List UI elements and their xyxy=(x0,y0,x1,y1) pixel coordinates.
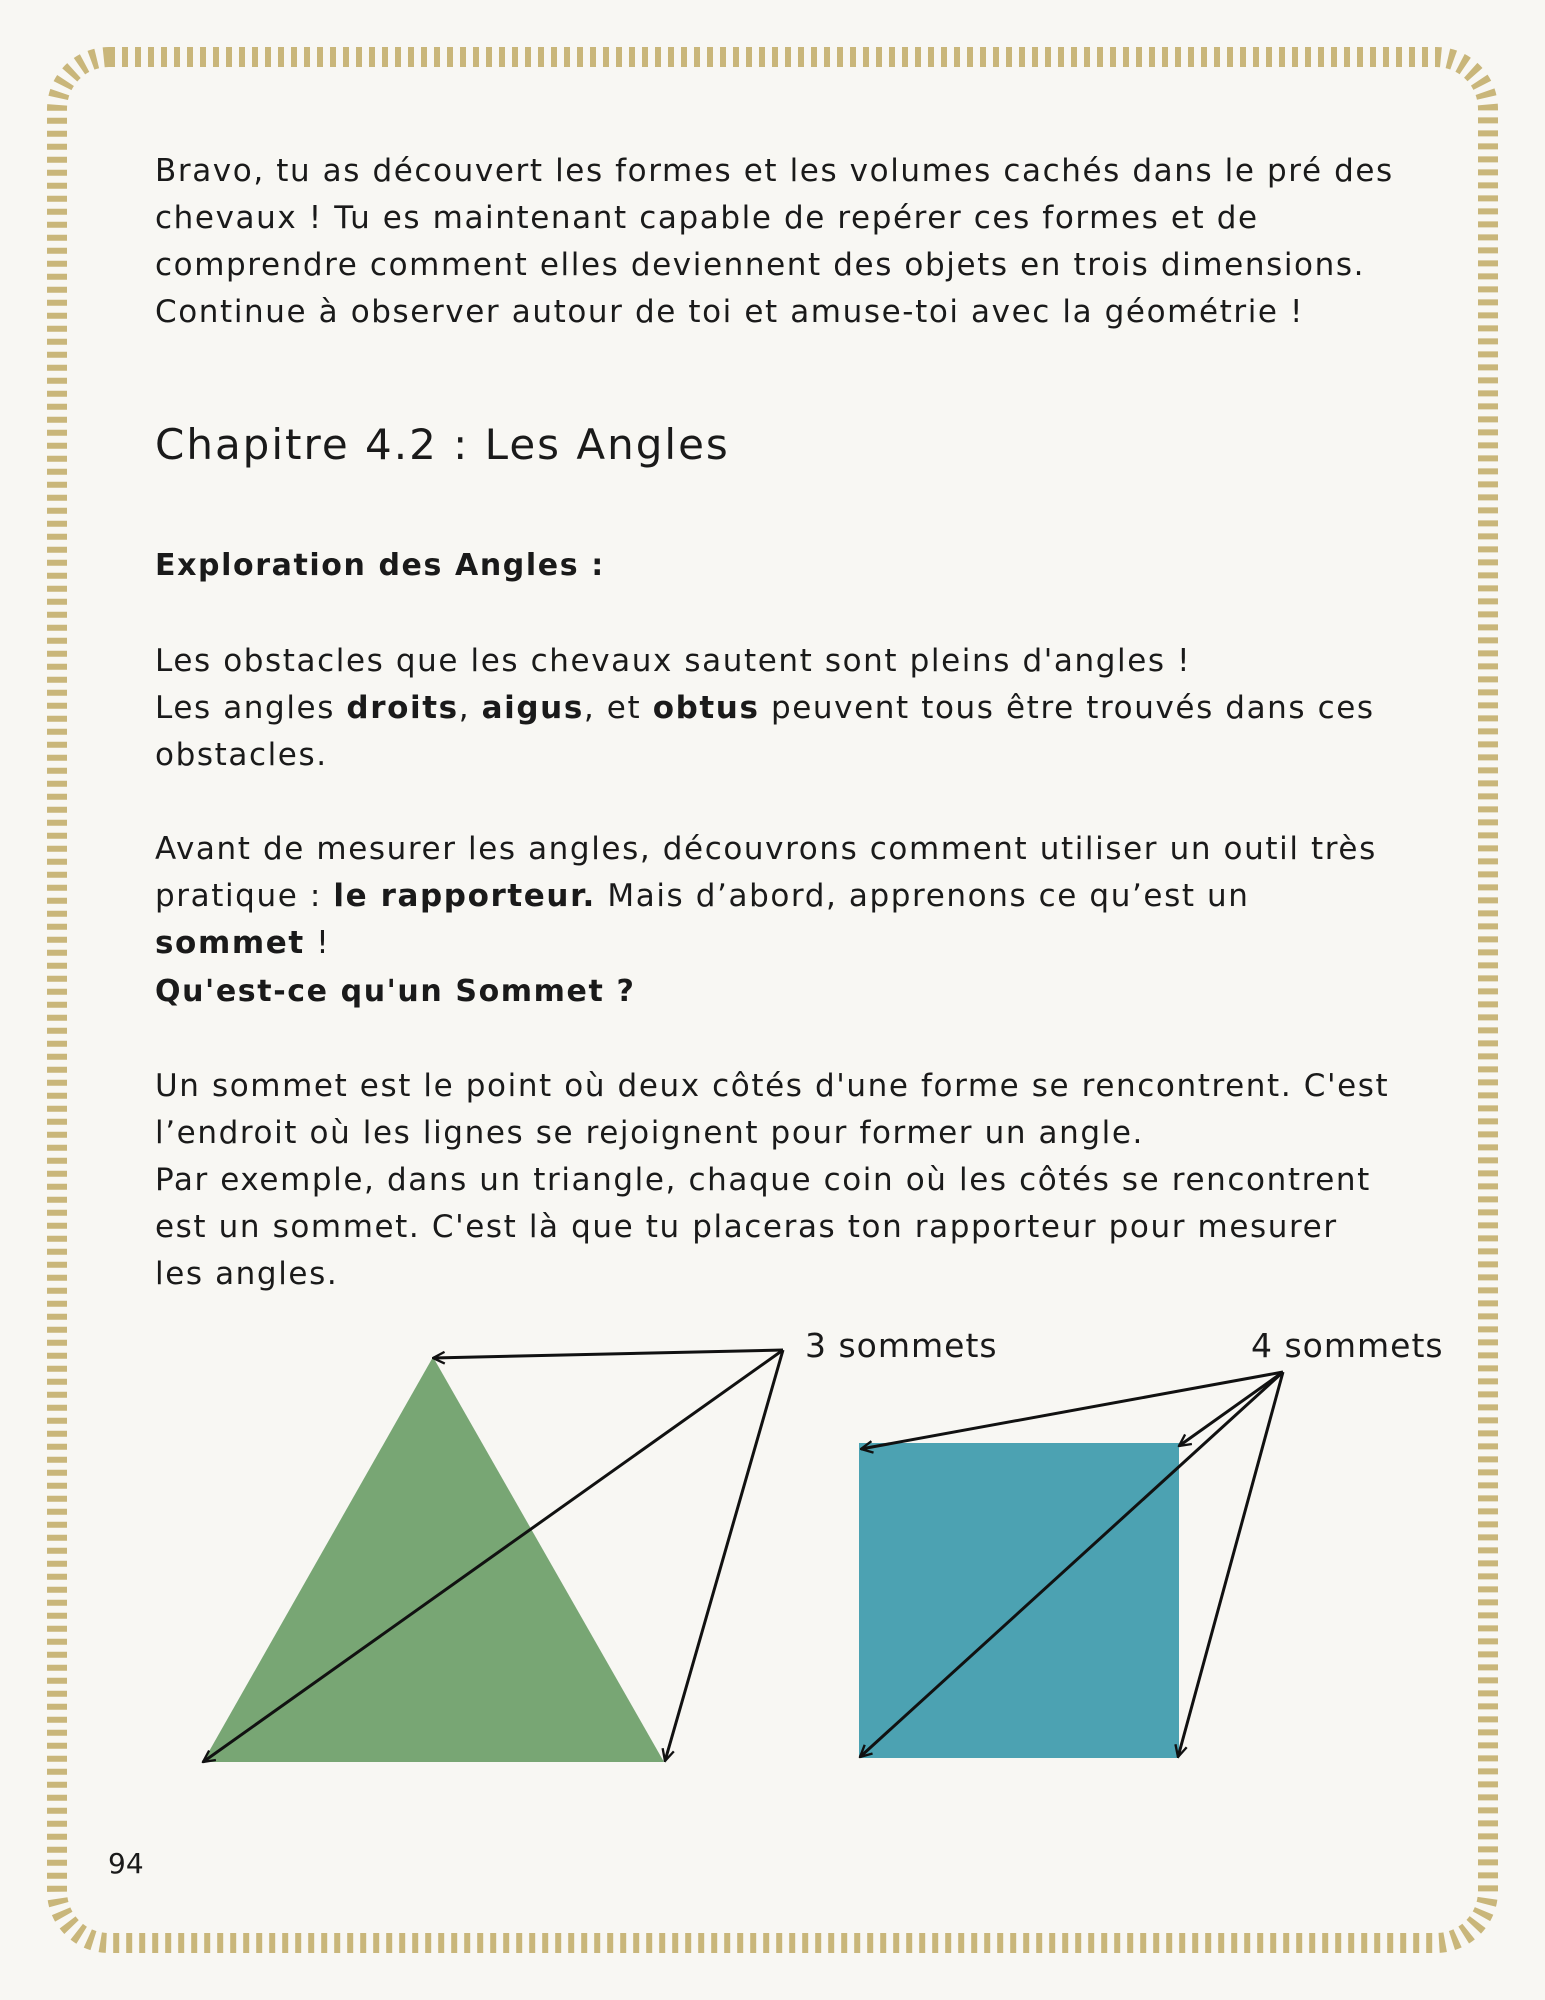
arrow-triangle-bottom-right-vertex xyxy=(665,1350,783,1761)
protractor-text-mid: Mais d’abord, apprenons ce qu’est un xyxy=(595,878,1250,914)
triangle-shape xyxy=(203,1357,664,1762)
exploration-heading: Exploration des Angles : xyxy=(155,548,605,583)
square-shape xyxy=(859,1443,1179,1758)
sommet-heading: Qu'est-ce qu'un Sommet ? xyxy=(155,974,636,1009)
term-aigus: aigus xyxy=(481,690,584,726)
chapter-title: Chapitre 4.2 : Les Angles xyxy=(155,420,730,469)
arrow-triangle-top-vertex xyxy=(433,1350,783,1358)
term-rapporteur: le rapporteur. xyxy=(333,878,596,914)
term-droits: droits xyxy=(346,690,459,726)
triangle-vertex-label: 3 sommets xyxy=(805,1326,998,1365)
exploration-line-1: Les obstacles que les chevaux sautent sont pleins d'angles ! xyxy=(155,643,1192,679)
line2-sep-2: , et xyxy=(583,690,653,726)
square-vertex-label: 4 sommets xyxy=(1251,1326,1444,1365)
arrow-square-bottom-right-vertex xyxy=(1178,1372,1283,1757)
protractor-text-pre: Avant de mesurer les angles, découvrons comment utiliser un outil très pratique : xyxy=(155,831,1377,914)
line2-text-pre: Les angles xyxy=(155,690,347,726)
intro-paragraph: Bravo, tu as découvert les formes et les volumes cachés dans le pré des chevaux ! Tu es maintenant capable de repérer ces formes et de comprendre comment elles deviennent des objets en trois dimensions. Continue à observer autour de toi et amuse-toi avec la géométrie ! xyxy=(155,153,1394,330)
page-number: 94 xyxy=(108,1847,144,1880)
sommet-line-2: Par exemple, dans un triangle, chaque coin où les côtés se rencontrent est un sommet. C'est là que tu placeras ton rapporteur pour mesurer les angles. xyxy=(155,1162,1371,1292)
term-sommet: sommet xyxy=(155,925,305,961)
line2-text-post: peuvent tous être trouvés dans ces obstacles. xyxy=(155,690,1375,773)
term-obtus: obtus xyxy=(652,690,760,726)
sommet-line-1: Un sommet est le point où deux côtés d'une forme se rencontrent. C'est l’endroit où les lignes se rejoignent pour former un angle. xyxy=(155,1068,1390,1151)
protractor-text-post: ! xyxy=(304,925,331,961)
line2-sep-1: , xyxy=(458,690,482,726)
arrow-square-top-left-vertex xyxy=(861,1372,1283,1449)
